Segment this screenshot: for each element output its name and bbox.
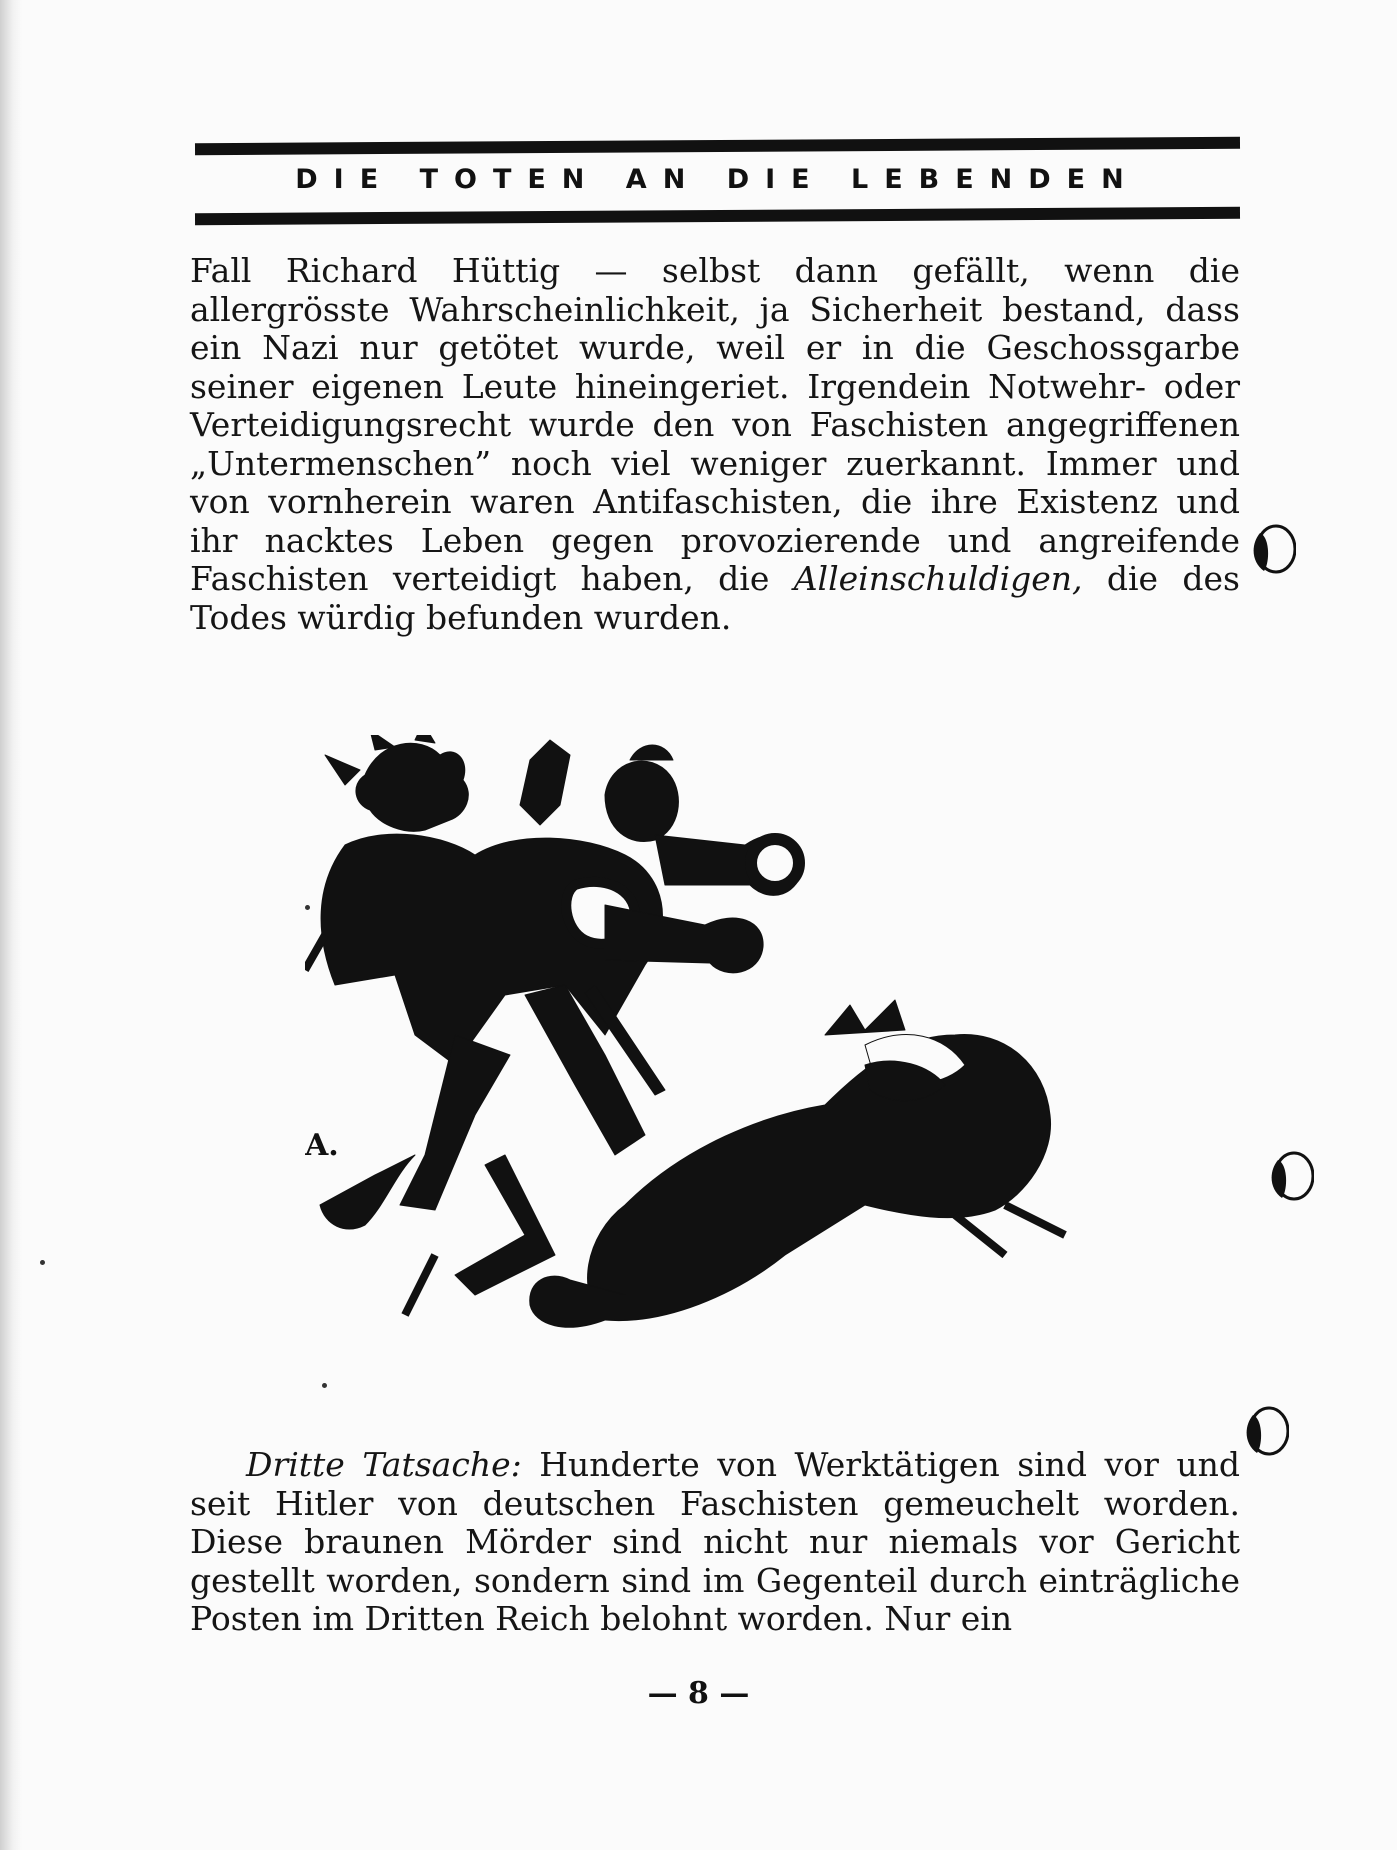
print-speck — [305, 905, 310, 910]
print-speck — [322, 1383, 327, 1388]
illustration-signature: A. — [305, 1128, 339, 1163]
paragraph-2-text: Hunderte von Werktätigen sind vor und seit Hitler von deutschen Faschisten gemeuchelt worden. Diese braunen Mörder sind nicht nur niemals vor Gericht gestellt worden, sondern sind im Gegenteil durch einträgliche Posten im Dritten Reich belohnt worden. Nur ein — [190, 1445, 1240, 1638]
punch-hole-3 — [1245, 1405, 1289, 1457]
paragraph-2-lead: Dritte Tatsache: — [246, 1445, 522, 1484]
print-speck — [40, 1260, 45, 1265]
paragraph-1-text: Fall Richard Hüttig — selbst dann gefällt, wenn die allergrösste Wahrscheinlichkeit, ja Sicherheit bestand, dass ein Nazi nur getötet wurde, weil er in die Geschossgarbe seiner eigenen Leute hineingeriet. Irgendein Notwehr- oder Verteidigungsrecht wurde den von Faschisten angegriffenen „Untermenschen” noch viel weniger zuerkannt. Immer und von vornherein waren Antifaschisten, die ihre Existenz und ihr nacktes Leben gegen provozierende und angreifende Faschisten verteidigt haben, die — [190, 251, 1240, 598]
paragraph-1-emphasis: Alleinschuldigen, — [793, 559, 1083, 598]
running-title: DIE TOTEN AN DIE LEBENDEN — [295, 163, 1140, 195]
woodcut-illustration — [305, 735, 1145, 1370]
paragraph-1-end: die des Todes würdig befunden wurden. — [190, 559, 1240, 637]
header-rule-bottom — [195, 207, 1240, 225]
page-binding-edge — [0, 0, 22, 1850]
punch-hole-1 — [1252, 523, 1296, 575]
punch-hole-2 — [1270, 1150, 1314, 1202]
paragraph-2 — [190, 1446, 1240, 1639]
paragraph-1 — [190, 252, 1240, 637]
page-number: — 8 — — [647, 1676, 750, 1711]
